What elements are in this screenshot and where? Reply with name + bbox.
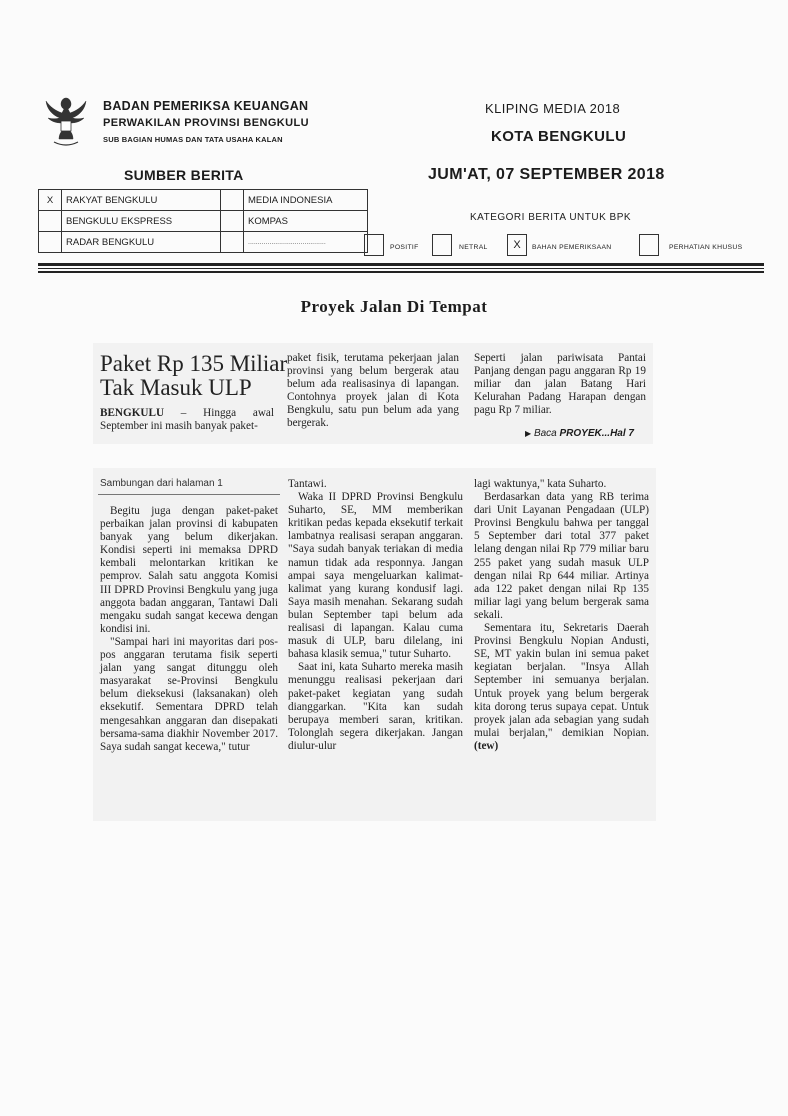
continued-from: Sambungan dari halaman 1 <box>100 478 223 489</box>
body-col2 <box>288 478 463 753</box>
play-arrow-icon: ▶ <box>525 429 532 438</box>
source-name: ........................................ <box>244 232 368 253</box>
source-mark[interactable] <box>39 211 62 232</box>
source-name: BENGKULU EKSPRESS <box>62 211 221 232</box>
category-checkbox-positif[interactable] <box>364 234 384 256</box>
paragraph <box>474 622 649 753</box>
garuda-emblem-icon <box>36 92 96 150</box>
paragraph: lagi waktunya," kata Suharto. <box>474 478 607 490</box>
paragraph: Waka II DPRD Provinsi Bengkulu Suharto, SE, MM memberikan kritikan pedas kepada eksekutif terkait lambatnya realisasi serapan anggaran. "Saya sudah banyak teriakan di media namun tidak ada responnya. Jangan ampai saya mengeluarkan kalimat-kalimat yang kurang kondusif lagi. Saya masih menahan. Sekarang sudah bulan September tapi belum ada realisasi di lapangan. Kalau cuma masuk di ULP, baru dilelang, ini bahasa klasik semua," tutur Suharto. <box>288 491 463 661</box>
category-label: NETRAL <box>459 244 488 251</box>
paragraph: Saat ini, kata Suharto mereka masih menunggu realisasi pekerjaan dari paket-paket kegiatan yang sudah dianggarkan. "Kita kan sudah berupaya memberi saran, kritikan. Tolonglah segera dikerjakan. Jangan diulur-ulur <box>288 661 463 752</box>
date-label: JUM'AT, 07 SEPTEMBER 2018 <box>428 166 665 183</box>
source-name: KOMPAS <box>244 211 368 232</box>
paragraph: Berdasarkan data yang RB terima dari Unit Layanan Pengadaan (ULP) Provinsi Bengkulu bahwa per tanggal 5 September dari total 377 paket lelang dengan nilai Rp 779 miliar baru 255 paket yang sudah masuk ULP dengan nilai Rp 644 miliar. Artinya ada 122 paket dengan nilai Rp 135 miliar lagi yang belum bergerak sama sekali. <box>474 491 649 621</box>
table-row <box>39 190 368 211</box>
paragraph-text: Sementara itu, Sekretaris Daerah Provinsi Bengkulu Nopian Andusti, SE, MT yakin bulan ini semua paket kegiatan berjalan. "Insya Allah September ini semuanya berjalan. Untuk proyek yang belum bergerak kita dorong terus supaya cepat. Untuk proyek jalan ada sebagian yang sudah mulai berjalan," demikian Nopian. <box>474 622 649 739</box>
clipping-title: Paket Rp 135 Miliar <box>100 351 288 376</box>
body-col1 <box>100 505 278 754</box>
divider <box>98 494 280 495</box>
author-initials: (tew) <box>474 739 499 752</box>
divider <box>38 263 764 266</box>
lead-text: – Hingga awal September ini masih banyak paket- <box>100 407 274 433</box>
divider <box>38 271 764 273</box>
source-name: RAKYAT BENGKULU <box>62 190 221 211</box>
continue-target: PROYEK...Hal 7 <box>559 428 634 439</box>
lead-col2: paket fisik, terutama pekerjaan jalan provinsi yang belum bergerak atau belum ada realisasinya di lapangan. Contohnya proyek jalan di Kota Bengkulu, satu pun belum ada yang bergerak. <box>287 352 459 430</box>
city-label: KOTA BENGKULU <box>491 128 627 145</box>
table-row <box>39 211 368 232</box>
category-title: KATEGORI BERITA UNTUK BPK <box>470 212 632 223</box>
article-headline: Proyek Jalan Di Tempat <box>300 297 488 316</box>
org-division: SUB BAGIAN HUMAS DAN TATA USAHA KALAN <box>103 135 283 144</box>
category-label: POSITIF <box>390 244 419 251</box>
continue-label: Baca <box>533 428 560 439</box>
org-name: BADAN PEMERIKSA KEUANGAN <box>103 99 309 113</box>
dateline: BENGKULU <box>100 407 165 419</box>
category-label: PERHATIAN KHUSUS <box>669 244 743 251</box>
continue-link[interactable] <box>525 428 634 439</box>
source-name: RADAR BENGKULU <box>62 232 221 253</box>
clipping-title: Tak Masuk ULP <box>100 375 252 400</box>
paragraph: "Sampai hari ini mayoritas dari pos-pos anggaran terutama fisik seperti jalan yang sangat ditunggu oleh masyarakat se-Provinsi Bengkulu belum dieksekusi (laksanakan) oleh eksekutif. Sementara DPRD telah mengesahkan anggaran dan disepakati bersama-sama diakhir November 2017. Saya sudah sangat kecewa," tutur <box>100 635 278 753</box>
source-mark[interactable]: X <box>39 190 62 211</box>
lead-col3: Seperti jalan pariwisata Pantai Panjang dengan pagu anggaran Rp 19 miliar dan jalan Batang Hari Kelurahan Padang Harapan dengan pagu Rp 7 miliar. <box>474 352 646 417</box>
table-row <box>39 232 368 253</box>
lead-col1 <box>100 407 274 433</box>
category-checkbox-perhatian-khusus[interactable] <box>639 234 659 256</box>
source-spacer <box>221 190 244 211</box>
kliping-label: KLIPING MEDIA 2018 <box>485 101 621 116</box>
paragraph: Tantawi. <box>288 478 327 490</box>
source-spacer <box>221 211 244 232</box>
source-mark[interactable] <box>39 232 62 253</box>
category-checkbox-bahan-pemeriksaan[interactable]: X <box>507 234 527 256</box>
sources-table <box>38 189 368 253</box>
paragraph: Begitu juga dengan paket-paket perbaikan jalan provinsi di kabupaten banyak yang belum dikerjakan. Kondisi seperti ini memaksa DPRD kembali melontarkan kritikan ke pemprov. Salah satu anggota Komisi III DPRD Provinsi Bengkulu yang juga anggota badan anggaran, Tantawi Dali mengaku sudah sangat kecewa dengan kondisi ini. <box>100 505 278 635</box>
body-col3 <box>474 478 649 753</box>
category-label: BAHAN PEMERIKSAAN <box>532 244 612 251</box>
category-checkbox-netral[interactable] <box>432 234 452 256</box>
source-name: MEDIA INDONESIA <box>244 190 368 211</box>
source-spacer <box>221 232 244 253</box>
org-branch: PERWAKILAN PROVINSI BENGKULU <box>103 117 309 129</box>
sources-title: SUMBER BERITA <box>124 167 244 183</box>
divider <box>38 268 764 269</box>
